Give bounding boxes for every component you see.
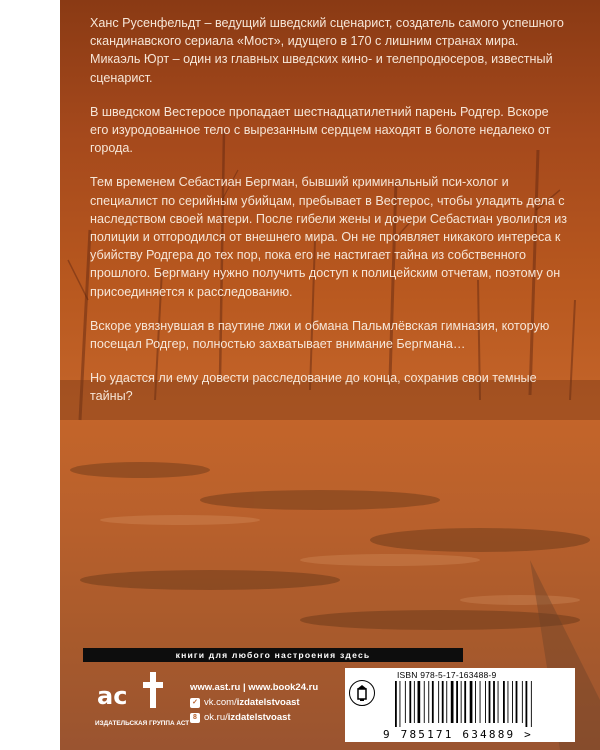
barcode-bar bbox=[432, 681, 434, 723]
barcode-bar bbox=[424, 681, 425, 723]
barcode-bar bbox=[470, 681, 473, 723]
barcode-bar bbox=[414, 681, 415, 723]
barcode-bar bbox=[464, 681, 466, 723]
barcode-bar bbox=[522, 681, 523, 723]
publisher-links bbox=[190, 680, 318, 725]
paragraph-authors: Ханс Русенфельдт – ведущий шведский сценарист, создатель самого успешного скандинавского сериала «Мост», идущего в 170 с лишним странах мира. Микаэль Юрт – один из главных шведских кино- и телепродюсеров, известный сценарист. bbox=[90, 16, 564, 85]
barcode bbox=[391, 681, 567, 727]
barcode-bar bbox=[498, 681, 499, 723]
barcode-bar bbox=[493, 681, 495, 723]
vk-link[interactable] bbox=[204, 695, 300, 710]
barcode-bar bbox=[531, 681, 532, 727]
websites-link[interactable]: www.ast.ru | www.book24.ru bbox=[190, 682, 319, 693]
paragraph-plot-intro: В шведском Вестеросе пропадает шестнадцатилетний парень Родгер. Вскоре его изуродованное тело с вырезанным сердцем находят в болоте недалеко от города. bbox=[90, 104, 551, 156]
barcode-bar bbox=[442, 681, 444, 723]
vk-handle: izdatelstvoast bbox=[236, 697, 300, 708]
barcode-bar bbox=[446, 681, 447, 723]
back-cover bbox=[60, 0, 600, 750]
barcode-bar bbox=[395, 681, 397, 727]
isbn-barcode-box bbox=[345, 668, 575, 742]
barcode-bar bbox=[508, 681, 509, 723]
barcode-bar bbox=[438, 681, 439, 723]
barcode-bar bbox=[451, 681, 454, 723]
vk-row bbox=[190, 695, 318, 710]
barcode-bar bbox=[503, 681, 505, 723]
barcode-bar bbox=[400, 681, 401, 727]
barcode-bar bbox=[428, 681, 429, 723]
vk-prefix: vk.com/ bbox=[204, 697, 237, 708]
paragraph-gymnasium: Вскоре увязнувшая в паутине лжи и обмана Пальмлёвская гимназия, которую посещал Родгер, полностью захватывает внимание Бергмана… bbox=[90, 318, 550, 352]
logo-caption: ИЗДАТЕЛЬСКАЯ ГРУППА АСТ bbox=[95, 720, 190, 727]
annotation-text bbox=[90, 14, 568, 422]
slogan-banner: книги для любого настроения здесь bbox=[83, 648, 463, 662]
barcode-bar bbox=[489, 681, 491, 723]
ok-prefix: ok.ru/ bbox=[204, 712, 228, 723]
lantern-glyph-icon bbox=[350, 681, 374, 705]
lantern-icon bbox=[349, 680, 375, 706]
websites-row bbox=[190, 680, 318, 695]
ok-icon: 8 bbox=[190, 713, 200, 723]
barcode-bar bbox=[418, 681, 421, 723]
ok-handle: izdatelstvoast bbox=[227, 712, 291, 723]
barcode-bar bbox=[461, 681, 462, 723]
ok-link[interactable] bbox=[204, 710, 291, 725]
paragraph-question: Но удастся ли ему довести расследование до конца, сохранив свои темные тайны? bbox=[90, 371, 537, 404]
barcode-bar bbox=[475, 681, 476, 723]
logo-text: ac bbox=[97, 682, 128, 710]
logo-cross-icon bbox=[141, 670, 165, 710]
barcode-bar bbox=[512, 681, 513, 723]
barcode-bar bbox=[526, 681, 528, 727]
vk-icon: ✓ bbox=[190, 698, 200, 708]
publisher-logo bbox=[95, 668, 190, 738]
paragraph-bergman: Тем временем Себастиан Бергман, бывший криминальный пси-холог и специалист по серийным убийцам, пребывает в Вестерос, чтобы уладить дела с наследством своей матери. После гибели жены и дочери Себастиан уволился из полиции и отгородился от внешнего мира. Он не проявляет никакого интереса к убийству Родгера до тех пор, пока его не настигает тайна из собственного прошлого. Бергману нужно получить доступ к полицейским отчетам, поэтому он присоединяется к расследованию. bbox=[90, 175, 568, 299]
isbn-label: ISBN 978-5-17-163488-9 bbox=[397, 670, 497, 680]
barcode-bar bbox=[480, 681, 481, 723]
barcode-bar bbox=[516, 681, 518, 723]
barcode-number: 9 785171 634889 > bbox=[383, 728, 533, 741]
barcode-bar bbox=[456, 681, 458, 723]
barcode-bar bbox=[409, 681, 411, 723]
barcode-bar bbox=[485, 681, 486, 723]
barcode-bar bbox=[405, 681, 406, 723]
ok-row bbox=[190, 710, 318, 725]
